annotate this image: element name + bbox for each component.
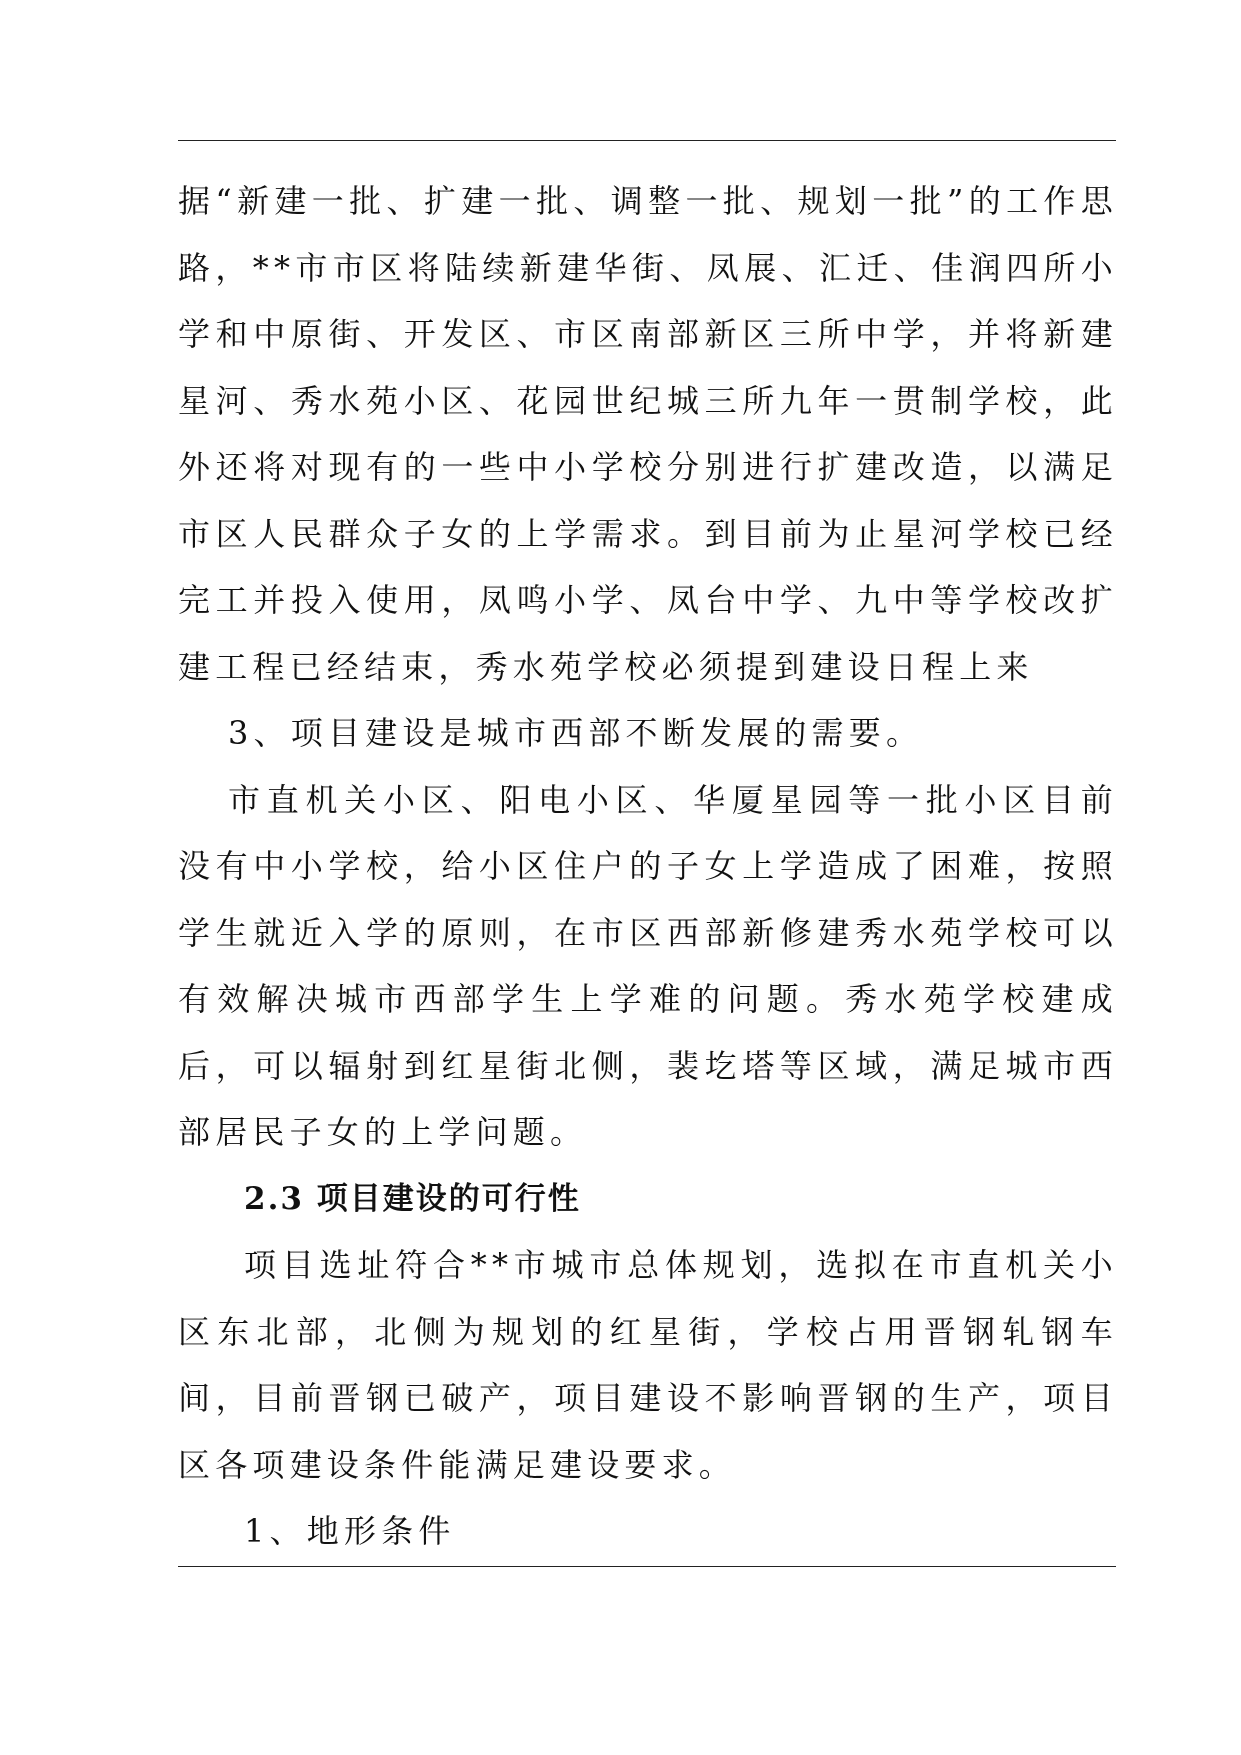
paragraph-school-plan: 据“新建一批、扩建一批、调整一批、规划一批”的工作思路，**市市区将陆续新建华街、凤展、汇迁、佳润四所小学和中原街、开发区、市区南部新区三所中学，并将新建星河、秀水苑小区、花园世纪城三所九年一贯制学校，此外还将对现有的一些中小学校分别进行扩建改造，以满足市区人民群众子女的上学需求。到目前为止星河学校已经完工并投入使用，凤鸣小学、凤台中学、九中等学校改扩建工程已经结束，秀水苑学校必须提到建设日程上来	[178, 182, 1118, 686]
paragraph-item-1: 1、地形条件	[244, 1512, 456, 1550]
page-body	[178, 168, 1118, 1565]
paragraph-feasibility: 项目选址符合**市城市总体规划，选拟在市直机关小区东北部，北侧为规划的红星街，学校占用晋钢轧钢车间，目前晋钢已破产，项目建设不影响晋钢的生产，项目区各项建设条件能满足建设要求。	[178, 1246, 1118, 1484]
footer-rule	[178, 1566, 1116, 1567]
paragraph-west-district: 市直机关小区、阳电小区、华厦星园等一批小区目前没有中小学校，给小区住户的子女上学造成了困难，按照学生就近入学的原则，在市区西部新修建秀水苑学校可以有效解决城市西部学生上学难的问题。秀水苑学校建成后，可以辐射到红星街北侧，裴圪塔等区域，满足城市西部居民子女的上学问题。	[178, 780, 1118, 1151]
header-rule	[178, 140, 1116, 141]
section-heading: 2.3 项目建设的可行性	[244, 1180, 581, 1217]
paragraph-item-3: 3、项目建设是城市西部不断发展的需要。	[228, 714, 924, 752]
